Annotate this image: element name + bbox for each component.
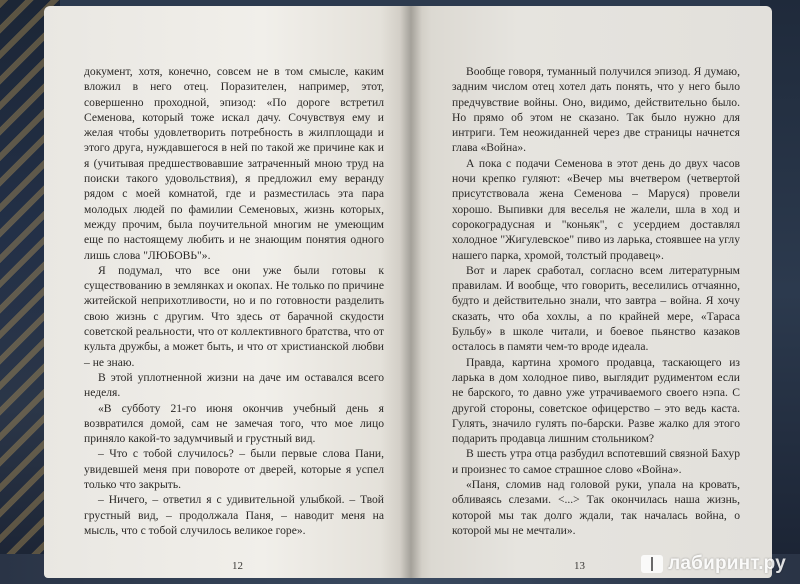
paragraph: Правда, картина хромого продавца, таскающего из ларька в дом холодное пиво, выглядит рудиментом если не барского, то давно уже утрачиваемого своего нэпа. С другой стороны, советское офицерство – это ведь каста. Гулять, значило гулять по-барски. Разве жалко для этого подарить продавца лишним стольником? [452, 355, 740, 446]
page-number-right: 13 [574, 560, 585, 572]
paragraph: А пока с подачи Семенова в этот день до двух часов ночи крепко гуляют: «Вечер мы вчетвером (четвертой присутствовала жена Семенова – Маруся) провели хорошо. Выпивки для веселья не жалели, шла в ход и сорокоградусная и "коньяк", с усердием доставлял холодное "Жигулевское" пиво из ларька, стоявшее на углу нашего парка, хромой, толстый продавец». [452, 156, 740, 262]
paragraph: Я подумал, что все они уже были готовы к существованию в землянках и окопах. Не только по причине житейской неприхотливости, но и по готовности разделить свою жизнь с другим. Что здесь от барачной скудости советской реальности, что от коллективного братства, что от культа дружбы, а может быть, и что от христианской любви – не знаю. [84, 263, 385, 369]
right-page-text [452, 64, 740, 538]
paragraph: – Ничего, – ответил я с удивительной улыбкой. – Твой грустный вид, – продолжала Паня, – наводит меня на мысль, что с тобой случилось великое горе». [84, 493, 384, 537]
watermark [641, 552, 786, 576]
page-number-left: 12 [232, 560, 243, 572]
left-page-text [84, 64, 384, 538]
right-page [410, 6, 772, 578]
left-page [44, 6, 410, 578]
paragraph: Вообще говоря, туманный получился эпизод. Я думаю, задним числом отец хотел дать понять, что у него было предчувствие войны. Оно, видимо, действительно было. Но прямо об этом не сказано. Так было нужно для интриги. Тем неожиданней через две страницы начнется глава «Война». [452, 65, 740, 155]
paragraph: В шесть утра отца разбудил вспотевший связной Бахур и произнес то самое страшное слово «Война». [452, 447, 740, 476]
watermark-text: лабиринт.ру [668, 553, 786, 574]
paragraph: В этой уплотненной жизни на даче им оставался всего неделя. [84, 370, 384, 400]
paragraph: «В субботу 21-го июня окончив учебный день я возвратился домой, сам не замечая того, что мое лицо приняло какой-то задумчивый и грустный вид. [84, 401, 384, 446]
paragraph: Вот и ларек сработал, согласно всем литературным правилам. И вообще, что говорить, веселились отчаянно, будто и действительно знали, что завтра – война. Я хочу сказать, что оба хохлы, а по крайней мере, «Тараса Бульбу» в школе читали, и боевое пьянство казаков осталось в памяти чем-то вроде идеала. [452, 263, 740, 354]
paragraph: документ, хотя, конечно, совсем не в том смысле, каким вложил в него отец. Поразителен, например, этот, совершенно проходной, эпизод: «По дороге встретил Семенова, который тоже искал дачу. Сочувствуя ему и желая чтобы удовлетворить потребность в жилплощади и этого друга, нуждавшегося в ней по такой же причине как и я (учитывая предшествовавшие затраченный мною труд на поиски такого удовольствия), я предложил ему веранду рядом с моей комнатой, где и разместилась эта пара молодых людей по фамилии Семеновых, жизнь которых, между прочим, была поучительной многим не умеющим еще по настоящему любить и не знающим понятия одного лишь слова "ЛЮБОВЬ"». [84, 65, 384, 262]
labirint-logo-icon [641, 555, 663, 573]
open-book [44, 6, 772, 578]
paragraph: «Паня, сломив над головой руки, упала на кровать, обливаясь слезами. <...> Так окончилась наша жизнь, которой мы так долго ждали, так началась война, о которой мы не мечтали». [452, 478, 740, 537]
paragraph: – Что с тобой случилось? – были первые слова Пани, увидевшей меня при повороте от дверей, которые я успел только что закрыть. [84, 447, 384, 492]
